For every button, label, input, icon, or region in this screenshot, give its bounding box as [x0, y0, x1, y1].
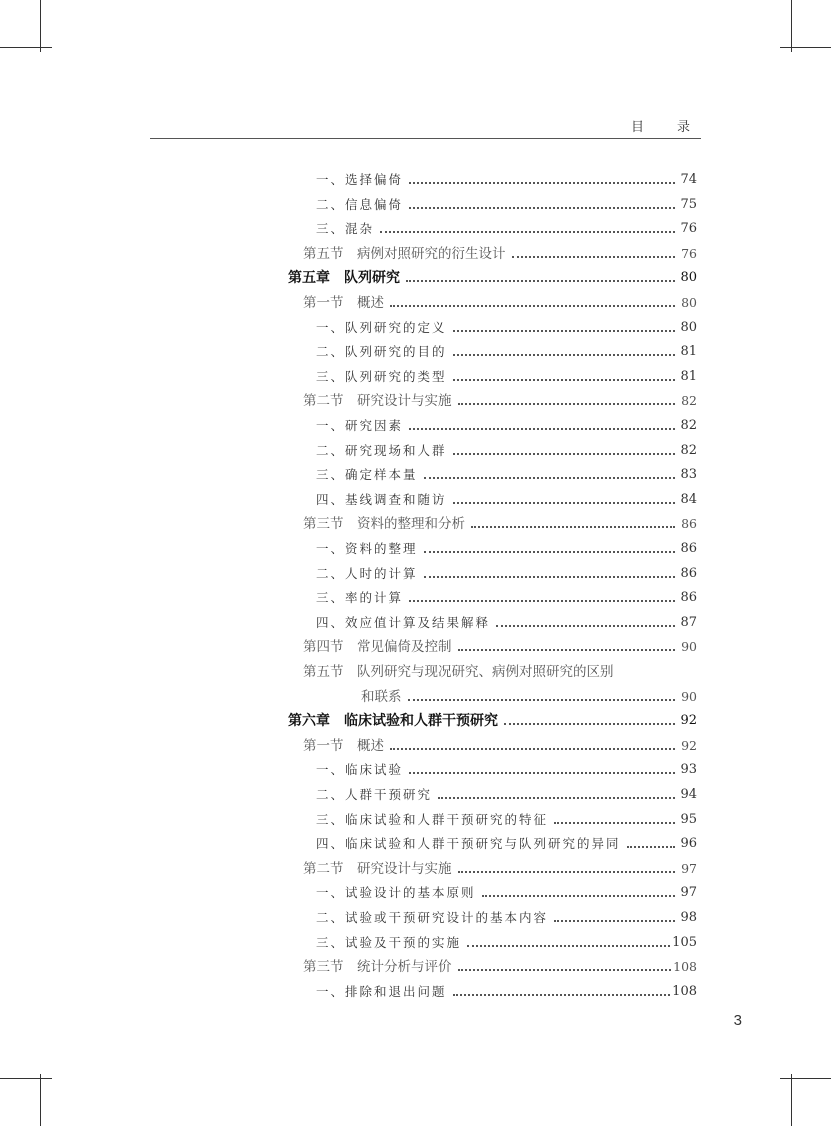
toc-leader-dots: [504, 722, 675, 725]
toc-entry: [316, 313, 697, 337]
toc-entry-title: 第一节 概述: [303, 295, 384, 311]
toc-entry-title: 一、研究因素: [316, 418, 404, 433]
crop-mark: [40, 0, 41, 52]
header-rule: [150, 138, 701, 139]
toc-entry-title: 第一节 概述: [303, 737, 384, 754]
toc-entry-page: 80: [681, 295, 697, 310]
toc-entry-page: 86: [680, 541, 697, 556]
toc-entry-title: 四、临床试验和人群干预研究与队列研究的异同: [316, 836, 621, 852]
toc-leader-dots: [409, 181, 675, 184]
crop-mark: [40, 1074, 41, 1126]
toc-entry: [316, 928, 697, 952]
toc-entry: [316, 485, 697, 509]
toc-leader-dots: [408, 698, 676, 701]
toc-entry-page: 95: [680, 811, 697, 827]
toc-entry: [316, 559, 697, 583]
toc-leader-dots: [406, 279, 675, 282]
toc-entry: [316, 362, 697, 386]
toc-entry: [316, 165, 697, 189]
toc-leader-dots: [453, 329, 675, 332]
toc-entry-page: 98: [680, 910, 697, 925]
toc-leader-dots: [471, 525, 675, 528]
toc-leader-dots: [458, 968, 672, 971]
toc-entry: [316, 214, 697, 238]
toc-leader-dots: [482, 894, 675, 897]
toc-leader-dots: [438, 796, 675, 799]
toc-leader-dots: [554, 821, 675, 824]
toc-entry: [316, 337, 697, 361]
toc-entry: [316, 583, 697, 607]
toc-leader-dots: [390, 747, 675, 750]
toc-entry: [303, 632, 697, 656]
toc-entry: [316, 411, 697, 435]
toc-entry-page: 76: [681, 245, 697, 261]
toc-entry-title: 第三节 统计分析与评价: [303, 959, 452, 976]
toc-entry: [316, 534, 697, 558]
toc-entry: [316, 977, 697, 1001]
toc-leader-dots: [627, 845, 675, 848]
toc-entry-page: 90: [681, 688, 697, 704]
toc-entry-title: 一、选择偏倚: [316, 172, 404, 187]
toc-entry-title: 二、试验或干预研究设计的基本内容: [316, 910, 549, 925]
toc-entry-title: 三、确定样本量: [316, 467, 418, 483]
toc-entry: [303, 731, 697, 755]
toc-leader-dots: [453, 353, 675, 356]
crop-mark: [0, 1078, 52, 1079]
toc-entry: [316, 460, 697, 484]
toc-entry-title: 第四节 常见偏倚及控制: [303, 639, 452, 656]
toc-entry-title: 二、人群干预研究: [316, 787, 433, 802]
toc-entry-page: 105: [672, 934, 697, 950]
toc-entry: [316, 755, 697, 779]
toc-leader-dots: [467, 944, 670, 947]
toc-entry-title: 三、率的计算: [316, 590, 404, 606]
crop-mark: [0, 47, 52, 48]
toc-entry: [303, 657, 697, 681]
toc-entry-page: 80: [680, 319, 697, 335]
toc-entry-page: 92: [681, 737, 697, 753]
toc-entry-page: 76: [680, 221, 697, 237]
toc-leader-dots: [554, 919, 675, 922]
toc-entry-title: 三、队列研究的类型: [316, 368, 447, 384]
crop-mark: [791, 1074, 792, 1126]
toc-leader-dots: [458, 648, 676, 651]
page-number: 3: [733, 1012, 742, 1029]
toc-leader-dots: [409, 599, 675, 602]
toc-entry-page: 82: [681, 393, 697, 409]
toc-entry: [361, 682, 697, 706]
toc-entry-title: 四、基线调查和随访: [316, 491, 447, 507]
toc-entry-page: 97: [680, 885, 697, 901]
toc-leader-dots: [409, 206, 675, 209]
toc-entry-title: 一、资料的整理: [316, 541, 418, 556]
toc-entry: [288, 706, 697, 730]
toc-entry-title: 第五节 队列研究与现况研究、病例对照研究的区别: [303, 664, 614, 680]
toc-entry: [288, 263, 697, 287]
toc-entry-page: 84: [680, 491, 697, 507]
toc-leader-dots: [453, 378, 675, 381]
toc-entry-page: 86: [681, 516, 697, 532]
toc-leader-dots: [453, 452, 675, 455]
toc-entry-page: 83: [680, 467, 697, 483]
toc-entry: [316, 805, 697, 829]
toc-entry: [316, 829, 697, 853]
toc-leader-dots: [424, 575, 675, 578]
toc-entry-page: 108: [672, 983, 697, 999]
toc-entry-page: 87: [680, 614, 697, 630]
toc-leader-dots: [458, 870, 676, 873]
toc-entry-title: 二、队列研究的目的: [316, 344, 447, 360]
toc-leader-dots: [409, 427, 675, 430]
toc-entry-title: 一、排除和退出问题: [316, 983, 447, 999]
running-header-title: 目 录: [630, 120, 700, 135]
crop-mark: [791, 0, 792, 52]
toc-entry-title: 二、人时的计算: [316, 565, 418, 581]
toc-entry-page: 81: [680, 368, 697, 384]
toc-entry-page: 86: [680, 590, 697, 606]
toc-entry-title: 二、信息偏倚: [316, 196, 404, 212]
toc-entry-page: 94: [680, 787, 697, 802]
toc-entry-title: 三、临床试验和人群干预研究的特征: [316, 811, 549, 827]
toc-entry: [316, 780, 697, 804]
toc-entry-page: 75: [680, 196, 697, 212]
toc-entry: [303, 239, 697, 263]
toc-entry-title: 二、研究现场和人群: [316, 442, 447, 458]
toc-entry: [303, 288, 697, 312]
toc-leader-dots: [424, 476, 675, 479]
toc-entry: [316, 903, 697, 927]
toc-leader-dots: [424, 550, 675, 553]
toc-entry-page: 108: [673, 959, 697, 975]
toc-entry-title: 第三节 资料的整理和分析: [303, 516, 465, 533]
toc-leader-dots: [453, 501, 675, 504]
toc-entry: [316, 190, 697, 214]
toc-entry-title: 第二节 研究设计与实施: [303, 860, 452, 877]
toc-entry-page: 92: [680, 713, 697, 729]
toc-entry-title: 第六章 临床试验和人群干预研究: [288, 713, 498, 730]
toc-entry-title: 一、临床试验: [316, 762, 404, 778]
toc-entry-title: 一、队列研究的定义: [316, 319, 447, 335]
toc-entry-page: 90: [681, 639, 697, 655]
toc-entry: [316, 608, 697, 632]
toc-entry-page: 82: [680, 418, 697, 433]
toc-entry-page: 97: [681, 860, 697, 876]
toc-entry-page: 80: [680, 270, 697, 286]
toc-entry-title: 三、试验及干预的实施: [316, 934, 462, 950]
toc-entry-title: 三、混杂: [316, 221, 375, 237]
toc-entry-page: 74: [680, 172, 697, 187]
toc-entry-title: 和联系: [361, 688, 402, 705]
toc-entry: [316, 436, 697, 460]
toc-entry-title: 第五节 病例对照研究的衍生设计: [303, 245, 506, 262]
toc-leader-dots: [458, 402, 676, 405]
toc-entry-title: 第五章 队列研究: [288, 270, 400, 287]
toc-entry-page: 96: [680, 836, 697, 852]
toc-entry-title: 第二节 研究设计与实施: [303, 393, 452, 410]
toc-leader-dots: [390, 304, 675, 307]
toc-entry: [303, 854, 697, 878]
toc-entry: [303, 952, 697, 976]
toc-leader-dots: [453, 993, 671, 996]
toc-entry: [303, 509, 697, 533]
toc-entry-page: 81: [680, 344, 697, 360]
toc-leader-dots: [496, 624, 675, 627]
crop-mark: [780, 1078, 831, 1079]
toc-entry-page: 93: [680, 762, 697, 778]
toc-entry-page: 86: [680, 565, 697, 581]
toc-entry-page: 82: [680, 442, 697, 458]
toc-leader-dots: [409, 771, 675, 774]
toc-entry: [303, 386, 697, 410]
toc-entry-title: 一、试验设计的基本原则: [316, 885, 476, 901]
toc-leader-dots: [380, 230, 675, 233]
toc-leader-dots: [512, 255, 676, 258]
toc-entry-title: 四、效应值计算及结果解释: [316, 614, 491, 630]
crop-mark: [780, 47, 831, 48]
toc-entry: [316, 878, 697, 902]
